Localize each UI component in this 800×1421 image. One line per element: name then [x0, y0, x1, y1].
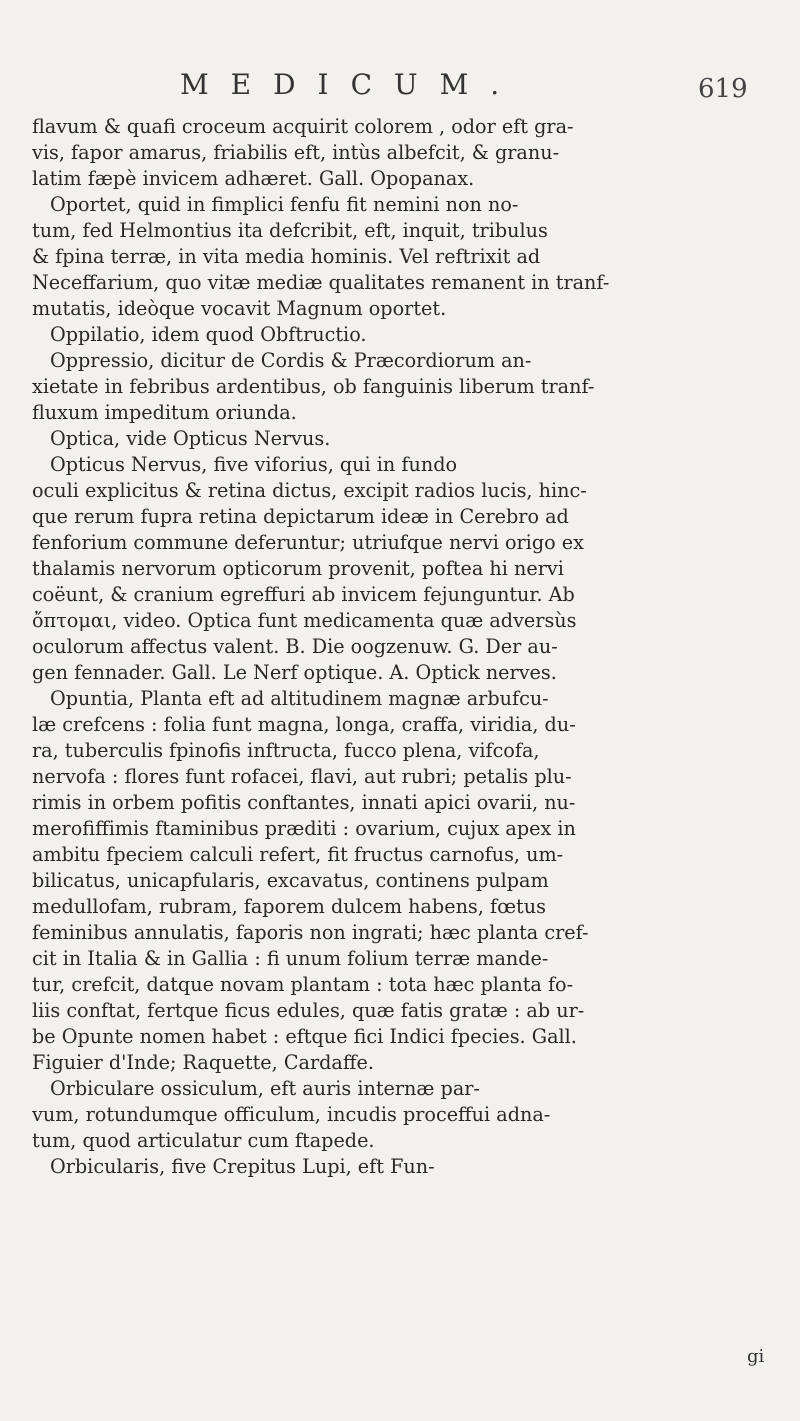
text-line: ambitu fpeciem calculi refert, fit fructus carnofus, um-	[32, 843, 564, 866]
text-line: coëunt, & cranium egreffuri ab invicem fejunguntur. Ab	[32, 583, 575, 606]
text-line: ὄπτομαι, video. Optica funt medicamenta quæ adversùs	[32, 609, 577, 632]
running-head: MEDICUM.	[180, 68, 522, 101]
text-line: Orbiculare ossiculum, eft auris internæ par-	[50, 1077, 480, 1100]
text-line: ra, tuberculis fpinofis inftructa, fucco plena, vifcofa,	[32, 739, 540, 762]
text-line: vum, rotundumque officulum, incudis proceffui adna-	[32, 1103, 551, 1126]
text-line: tur, crefcit, datque novam plantam : tota hæc planta fo-	[32, 973, 574, 996]
text-line: oculorum affectus valent. B. Die oogzenuw. G. Der au-	[32, 635, 558, 658]
text-line: liis conftat, fertque ficus edules, quæ fatis gratæ : ab ur-	[32, 999, 585, 1022]
text-line: bilicatus, unicapfularis, excavatus, continens pulpam	[32, 869, 549, 892]
text-line: que rerum fupra retina depictarum ideæ in Cerebro ad	[32, 505, 569, 528]
text-line: Figuier d'Inde; Raquette, Cardaffe.	[32, 1051, 374, 1074]
text-line: cit in Italia & in Gallia : fi unum folium terræ mande-	[32, 947, 549, 970]
text-line: gen fennader. Gall. Le Nerf optique. A. Optick nerves.	[32, 661, 557, 684]
text-line: mutatis, ideòque vocavit Magnum oportet.	[32, 297, 447, 320]
text-line: latim fæpè invicem adhæret. Gall. Opopanax.	[32, 167, 475, 190]
text-line: Opuntia, Planta eft ad altitudinem magnæ arbufcu-	[50, 687, 549, 710]
text-line: Opticus Nervus, five viforius, qui in fundo	[50, 453, 458, 476]
text-line: oculi explicitus & retina dictus, excipit radios lucis, hinc-	[32, 479, 587, 502]
text-line: Orbicularis, five Crepitus Lupi, eft Fun-	[50, 1155, 435, 1178]
text-line: Optica, vide Opticus Nervus.	[50, 427, 331, 450]
body-text	[32, 114, 782, 1180]
text-line: be Opunte nomen habet : eftque fici Indici fpecies. Gall.	[32, 1025, 577, 1048]
text-line: xietate in febribus ardentibus, ob fanguinis liberum tranf-	[32, 375, 595, 398]
text-line: flavum & quafi croceum acquirit colorem , odor eft gra-	[32, 115, 574, 138]
text-line: Oppilatio, idem quod Obftructio.	[50, 323, 367, 346]
page-header	[0, 68, 800, 108]
text-line: Oppressio, dicitur de Cordis & Præcordiorum an-	[50, 349, 532, 372]
text-line: thalamis nervorum opticorum provenit, poftea hi nervi	[32, 557, 564, 580]
text-line: læ crefcens : folia funt magna, longa, craffa, viridia, du-	[32, 713, 576, 736]
text-line: Neceffarium, quo vitæ mediæ qualitates remanent in tranf-	[32, 271, 610, 294]
text-line: rimis in orbem pofitis conftantes, innati apici ovarii, nu-	[32, 791, 576, 814]
text-line: vis, fapor amarus, friabilis eft, intùs albefcit, & granu-	[32, 141, 560, 164]
text-line: nervofa : flores funt rofacei, flavi, aut rubri; petalis plu-	[32, 765, 572, 788]
text-line: fenforium commune deferuntur; utriufque nervi origo ex	[32, 531, 584, 554]
text-line: tum, quod articulatur cum ftapede.	[32, 1129, 375, 1152]
catchword: gi	[747, 1346, 765, 1367]
text-line: merofiffimis ftaminibus præditi : ovarium, cujux apex in	[32, 817, 576, 840]
text-line: tum, fed Helmontius ita defcribit, eft, inquit, tribulus	[32, 219, 548, 242]
text-line: fluxum impeditum oriunda.	[32, 401, 297, 424]
text-line: & fpina terræ, in vita media hominis. Vel reftrixit ad	[32, 245, 541, 268]
text-line: feminibus annulatis, faporis non ingrati; hæc planta cref-	[32, 921, 589, 944]
text-line: medullofam, rubram, faporem dulcem habens, fœtus	[32, 895, 546, 918]
text-line: Oportet, quid in fimplici fenfu fit nemini non no-	[50, 193, 519, 216]
page-number: 619	[698, 74, 748, 104]
